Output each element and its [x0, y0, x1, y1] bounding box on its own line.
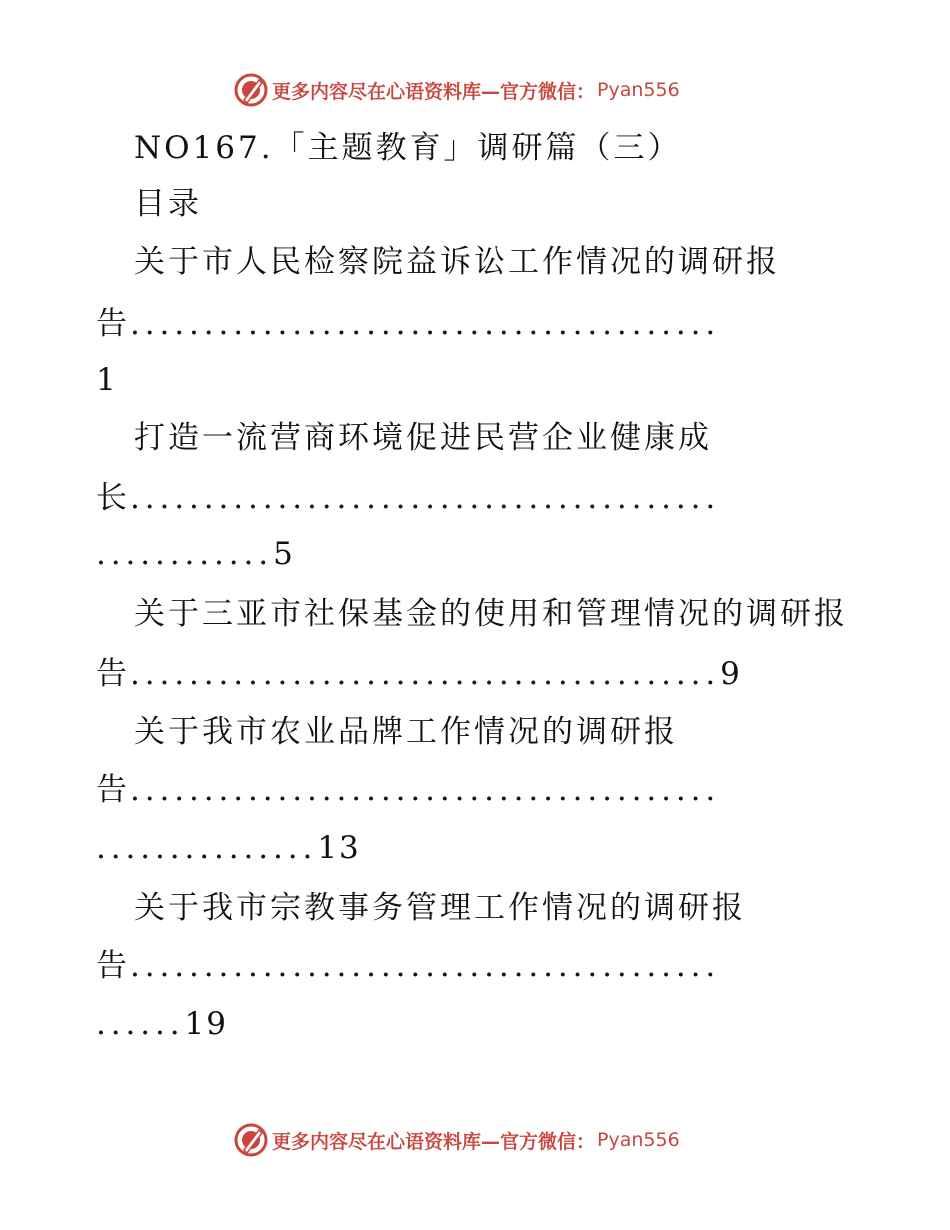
toc-page-number: 9: [720, 656, 742, 692]
toc-leader-dots: ........................................: [130, 480, 721, 516]
toc-entry-leader-line[interactable]: [96, 302, 720, 346]
toc-heading: 目录: [134, 186, 202, 222]
toc-entry-tail: 告: [96, 948, 130, 984]
banner-text: 更多内容尽在心语资料库—官方微信：: [272, 1130, 596, 1153]
toc-leader-dots: ............: [96, 536, 274, 572]
toc-entry-leader-line[interactable]: [96, 768, 720, 812]
toc-leader-dots: ........................................: [130, 772, 721, 808]
pen-logo-icon: [234, 1123, 268, 1157]
toc-entry-title[interactable]: 关于三亚市社保基金的使用和管理情况的调研报: [134, 596, 848, 632]
toc-entry-page-line[interactable]: [96, 826, 361, 870]
toc-entry-tail: 长: [96, 480, 130, 516]
wechat-id: Pyan556: [597, 1129, 680, 1151]
header-banner: [234, 70, 680, 110]
toc-leader-dots: ...............: [96, 830, 318, 866]
toc-entry-page-line[interactable]: [96, 1002, 228, 1046]
toc-entry-title[interactable]: 关于市人民检察院益诉讼工作情况的调研报: [134, 244, 780, 280]
toc-entry-page-line[interactable]: [96, 358, 118, 402]
toc-entry-leader-line[interactable]: [96, 476, 720, 520]
toc-entry-title[interactable]: 关于我市农业品牌工作情况的调研报: [134, 714, 678, 750]
toc-entry-tail: 告: [96, 306, 130, 342]
toc-entry-tail: 告: [96, 772, 130, 808]
toc-page-number: 1: [96, 362, 118, 398]
toc-page-number: 13: [317, 830, 361, 866]
wechat-id: Pyan556: [597, 79, 680, 101]
toc-page-number: 19: [184, 1006, 228, 1042]
footer-banner: [234, 1120, 680, 1160]
toc-entry-leader-line[interactable]: [96, 652, 742, 696]
pen-logo-icon: [234, 73, 268, 107]
toc-leader-dots: ......: [96, 1006, 185, 1042]
toc-leader-dots: ........................................: [130, 948, 721, 984]
toc-leader-dots: ........................................: [130, 656, 721, 692]
toc-leader-dots: ........................................: [130, 306, 721, 342]
toc-entry-page-line[interactable]: [96, 532, 295, 576]
toc-page-number: 5: [273, 536, 295, 572]
document-title: NO167.「主题教育」调研篇（三）: [134, 130, 682, 166]
toc-entry-title[interactable]: 打造一流营商环境促进民营企业健康成: [134, 420, 712, 456]
banner-text: 更多内容尽在心语资料库—官方微信：: [272, 80, 596, 103]
toc-entry-tail: 告: [96, 656, 130, 692]
toc-entry-leader-line[interactable]: [96, 944, 720, 988]
toc-entry-title[interactable]: 关于我市宗教事务管理工作情况的调研报: [134, 890, 746, 926]
